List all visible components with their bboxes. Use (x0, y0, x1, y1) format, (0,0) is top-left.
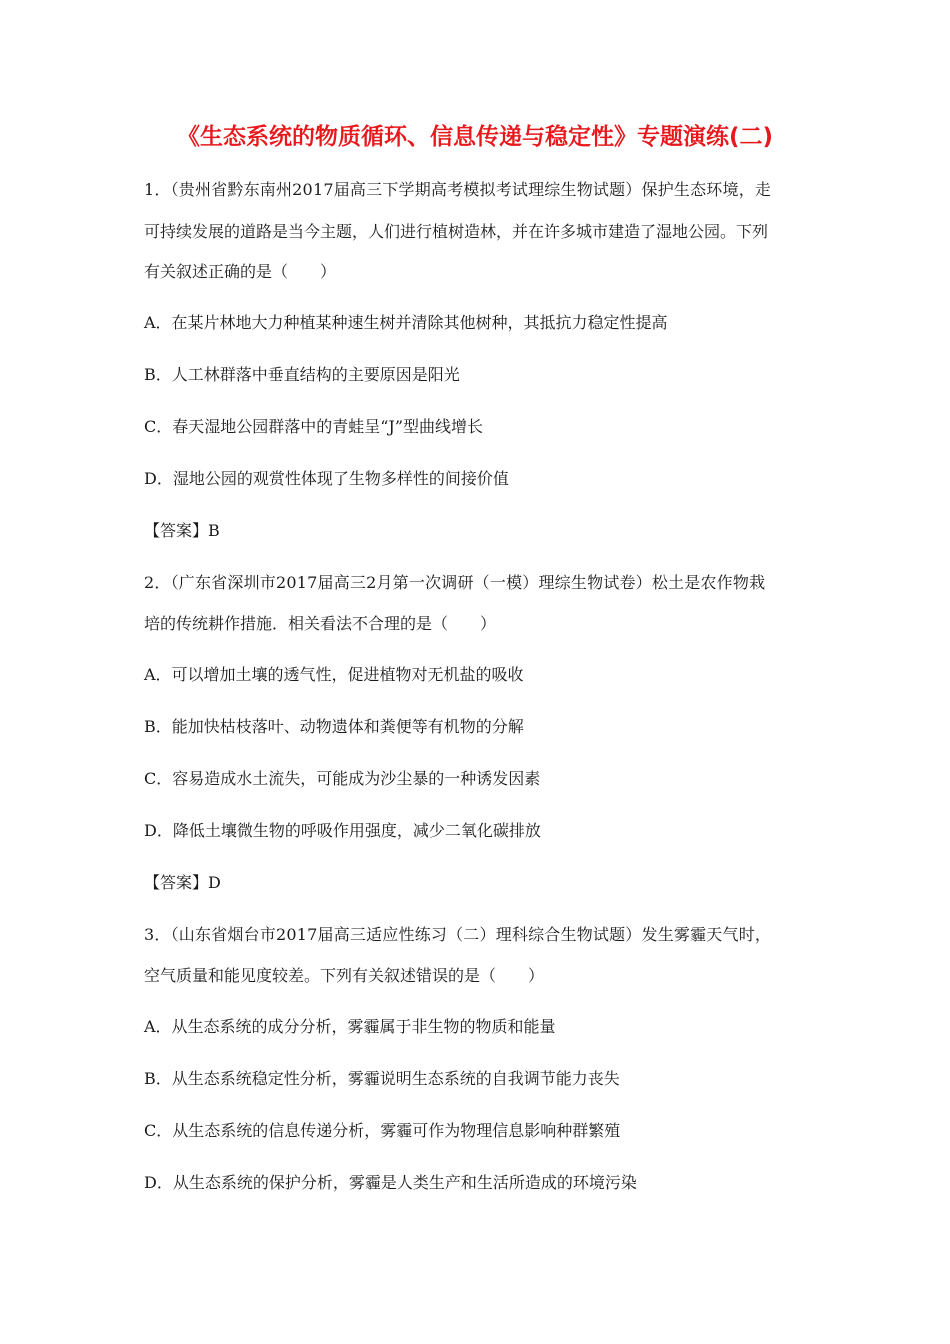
question-3-stem-line-2: 空气质量和能见度较差。下列有关叙述错误的是（ ） (144, 966, 545, 985)
question-2-stem-line-1: 2．（广东省深圳市2017届高三2月第一次调研（一模）理综生物试卷）松土是农作物栽 (144, 573, 766, 592)
question-2-option-c: C．容易造成水土流失，可能成为沙尘暴的一种诱发因素 (144, 769, 541, 788)
document-title: 《生态系统的物质循环、信息传递与稳定性》专题演练(二) (176, 124, 774, 150)
question-3-option-a: A．从生态系统的成分分析，雾霾属于非生物的物质和能量 (144, 1017, 556, 1036)
question-1-stem-line-3: 有关叙述正确的是（ ） (144, 262, 337, 281)
question-1-option-d: D．湿地公园的观赏性体现了生物多样性的间接价值 (144, 469, 509, 488)
question-1-stem-line-1: 1．（贵州省黔东南州2017届高三下学期高考模拟考试理综生物试题）保护生态环境，走 (144, 180, 772, 199)
question-2-stem-line-2: 培的传统耕作措施．相关看法不合理的是（ ） (144, 614, 497, 633)
question-1-option-b: B．人工林群落中垂直结构的主要原因是阳光 (144, 365, 460, 384)
question-3-stem-line-1: 3．（山东省烟台市2017届高三适应性练习（二）理科综合生物试题）发生雾霾天气时， (144, 925, 772, 944)
question-1-option-c: C．春天湿地公园群落中的青蛙呈“J”型曲线增长 (144, 417, 484, 436)
question-2-option-d: D．降低土壤微生物的呼吸作用强度，减少二氧化碳排放 (144, 821, 541, 840)
question-3-option-b: B．从生态系统稳定性分析，雾霾说明生态系统的自我调节能力丧失 (144, 1069, 620, 1088)
question-1-answer: 【答案】B (144, 521, 220, 540)
question-3-option-c: C．从生态系统的信息传递分析，雾霾可作为物理信息影响种群繁殖 (144, 1121, 621, 1140)
question-3-option-d: D．从生态系统的保护分析，雾霾是人类生产和生活所造成的环境污染 (144, 1173, 637, 1192)
question-2-option-b: B．能加快枯枝落叶、动物遗体和粪便等有机物的分解 (144, 717, 524, 736)
question-2-option-a: A．可以增加土壤的透气性，促进植物对无机盐的吸收 (144, 665, 524, 684)
question-1-option-a: A．在某片林地大力种植某种速生树并清除其他树种，其抵抗力稳定性提高 (144, 313, 668, 332)
question-2-answer: 【答案】D (144, 873, 221, 892)
question-1-stem-line-2: 可持续发展的道路是当今主题，人们进行植树造林，并在许多城市建造了湿地公园。下列 (144, 222, 769, 241)
